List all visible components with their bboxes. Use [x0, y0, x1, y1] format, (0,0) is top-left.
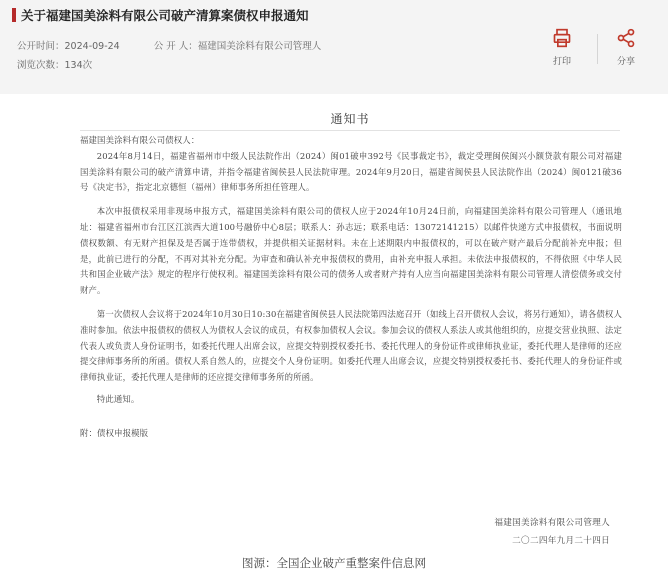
article-title: 关于福建国美涂料有限公司破产清算案债权申报通知 — [21, 8, 309, 23]
signer: 福建国美涂料有限公司管理人 — [494, 518, 610, 528]
share-icon — [616, 28, 636, 48]
publisher-label: 公 开 人： — [153, 41, 198, 52]
share-label: 分享 — [616, 57, 635, 67]
paragraph-ruling: 2024年8月14日，福建省福州市中级人民法院作出（2024）闽01破申392号《民事裁定书》，裁定受理闽侯闽兴小额贷款有限公司对福建国美涂料有限公司的破产清算申请，并指令福建省闽侯县人民法院审理。2024年9月20日，福建省闽侯县人民法院作出（2024）闽0121破36号《决定书》，指定北京德恒（福州）律师事务所担任管理人。 — [80, 150, 622, 193]
document-title: 通知书 — [330, 112, 370, 126]
paragraph-claim-filing: 本次申报债权采用非现场申报方式，福建国美涂料有限公司的债权人应于2024年10月24日前，向福建国美涂料有限公司管理人（通讯地址：福建省福州市台江区江滨西大道100号融侨中心8层；联系人：孙志远；联系电话：13072141215）以邮件快递方式申报债权，书面说明债权数额、有无财产担保及是否属于连带债权，并提供相关证据材料。未在上述期限内申报债权的，可以在破产财产最后分配前补充申报；但是，此前已进行的分配，不再对其补充分配。为审查和确认补充申报债权的费用，由补充申报人承担。未依法申报债权的，不得依照《中华人民共和国企业破产法》规定的程序行使权利。福建国美涂料有限公司的债务人或者财产持有人应当向福建国美涂料有限公司管理人清偿债务或交付财产。 — [80, 206, 622, 296]
closing-line: 特此通知。 — [96, 393, 140, 404]
print-label: 打印 — [552, 57, 571, 67]
document-body — [80, 133, 622, 442]
paragraph-creditors-meeting: 第一次债权人会议将于2024年10月30日10:30在福建省闽侯县人民法院第四法庭召开（如线上召开债权人会议，将另行通知），请各债权人准时参加。依法申报债权的债权人为债权人会议的成员，有权参加债权人会议。参加会议的债权人系法人或其他组织的，应提交营业执照、法定代表人或负责人身份证明书，如委托代理人出席会议，应提交特别授权委托书、委托代理人的身份证件或律师执业证，委托代理人是律师的还应提交律师事务所的所函。债权人系自然人的，应提交个人身份证明。如委托代理人出席会议，应提交特别授权委托书、委托代理人的身份证件或律师执业证，委托代理人是律师的还应提交律师事务所的所函。 — [80, 308, 622, 383]
attachment-link[interactable]: 附：债权申报模版 — [80, 427, 149, 438]
views-label: 浏览次数： — [17, 60, 65, 71]
article-header — [0, 0, 668, 94]
printer-icon — [552, 28, 572, 48]
image-source-caption: 图源：全国企业破产重整案件信息网 — [242, 556, 426, 570]
publish-time-label: 公开时间： — [17, 41, 65, 52]
title-accent-bar — [12, 8, 16, 22]
publisher-value: 福建国美涂料有限公司管理人 — [197, 41, 322, 52]
salutation: 福建国美涂料有限公司债权人： — [80, 135, 200, 145]
meta-row-publish — [17, 38, 321, 52]
meta-row-views — [17, 57, 92, 71]
sign-date: 二〇二四年九月二十四日 — [512, 536, 610, 546]
share-button[interactable] — [606, 28, 646, 67]
notice-document — [70, 96, 630, 558]
action-divider — [597, 34, 598, 64]
publish-time-value: 2024-09-24 — [64, 41, 120, 52]
views-value: 134次 — [64, 60, 93, 71]
title-divider — [80, 130, 620, 131]
print-button[interactable] — [542, 28, 582, 67]
